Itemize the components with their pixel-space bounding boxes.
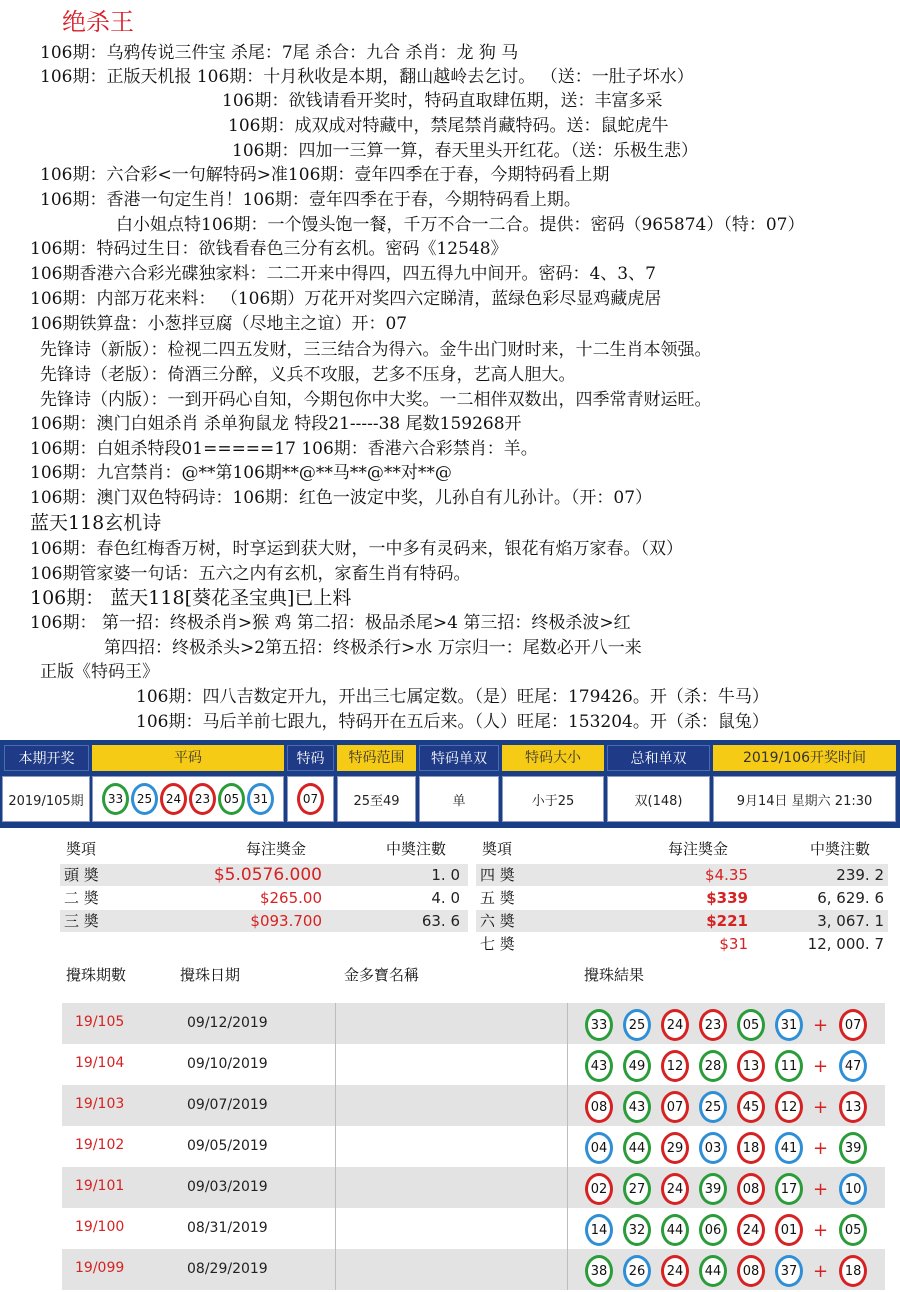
prediction-line: 106期：澳门白姐杀肖 杀单狗鼠龙 特段21-----38 尾数159268开 — [30, 414, 522, 434]
lottery-ball: 08 — [585, 1091, 613, 1123]
lottery-ball: 44 — [699, 1255, 727, 1287]
prize-row — [476, 933, 888, 955]
prize-row — [476, 864, 888, 886]
prediction-line: 106期：特码过生日：欲钱看春色三分有玄机。密码《12548》 — [30, 239, 508, 259]
prediction-line: 106期：白姐杀特段01=====17 106期：香港六合彩禁肖：羊。 — [30, 439, 538, 459]
column-divider — [567, 1003, 568, 1044]
prediction-line: 106期：正版天机报 106期：十月秋收是本期，翻山越岭去乞讨。 （送：一肚子坏水） — [40, 67, 694, 87]
draw-row — [62, 1044, 885, 1085]
header-sum-odd-even: 总和单双 — [607, 745, 710, 771]
prediction-line: 106期铁算盘：小葱拌豆腐（尽地主之谊）开：07 — [30, 314, 408, 334]
draw-date: 08/29/2019 — [187, 1261, 268, 1277]
lottery-ball: 45 — [737, 1091, 765, 1123]
prediction-line: 106期：四八吉数定开九，开出三七属定数。（是）旺尾：179426。开（杀：牛马） — [136, 687, 769, 707]
lottery-ball: 06 — [699, 1214, 727, 1246]
special-ball: 13 — [839, 1091, 867, 1123]
column-divider — [567, 1126, 568, 1167]
next-draw-time: 9月14日 星期六 21:30 — [713, 776, 896, 822]
column-divider — [335, 1044, 336, 1085]
lottery-ball: 08 — [737, 1255, 765, 1287]
draw-date: 09/05/2019 — [187, 1138, 268, 1154]
draw-period: 19/103 — [75, 1096, 125, 1112]
prize-name: 七 奬 — [480, 935, 515, 953]
prediction-line: 先锋诗（老版）：倚酒三分醉，义兵不攻服，艺多不压身，艺高人胆大。 — [40, 365, 576, 385]
prediction-line: 106期：春色红梅香万树，时享运到获大财，一中多有灵码来，银花有焰万家春。（双） — [30, 539, 683, 559]
draw-result-balls — [584, 1050, 867, 1082]
lottery-ball: 01 — [775, 1214, 803, 1246]
special-ball: 39 — [839, 1132, 867, 1164]
prize-header-name: 奬項 — [482, 840, 513, 858]
lottery-ball: 11 — [775, 1050, 803, 1082]
prediction-line: 106期：马后羊前七跟九，特码开在五后来。（人）旺尾：153204。开（杀：鼠兔） — [136, 712, 769, 732]
lottery-ball: 26 — [623, 1255, 651, 1287]
plus-icon: + — [813, 1014, 829, 1036]
draw-result-balls — [584, 1091, 867, 1123]
prize-count: 1. 0 — [431, 866, 460, 884]
prediction-line: 106期：澳门双色特码诗：106期：红色一波定中奖，儿孙自有儿孙计。（开：07） — [30, 488, 653, 508]
draw-info-table — [0, 740, 900, 828]
special-ball: 10 — [839, 1173, 867, 1205]
prize-amount: $31 — [719, 935, 748, 953]
prize-amount: $339 — [706, 889, 748, 907]
sum-odd-even: 双(148) — [607, 776, 710, 822]
lottery-ball: 24 — [661, 1173, 689, 1205]
special-size: 小于25 — [502, 776, 604, 822]
draw-date: 08/31/2019 — [187, 1220, 268, 1236]
lottery-ball: 49 — [623, 1050, 651, 1082]
column-divider — [335, 1208, 336, 1249]
lottery-ball: 37 — [775, 1255, 803, 1287]
section-heading: 正版《特码王》 — [40, 662, 159, 682]
prize-name: 五 奬 — [480, 889, 515, 907]
special-range: 25至49 — [337, 776, 416, 822]
special-ball: 07 — [297, 783, 324, 815]
lottery-ball: 12 — [775, 1091, 803, 1123]
column-divider — [335, 1085, 336, 1126]
draw-date: 09/10/2019 — [187, 1056, 268, 1072]
prize-name: 六 奬 — [480, 912, 515, 930]
lottery-ball: 24 — [737, 1214, 765, 1246]
column-divider — [335, 1249, 336, 1290]
lottery-ball: 31 — [247, 783, 274, 815]
plus-icon: + — [813, 1219, 829, 1241]
prediction-line: 白小姐点特106期：一个馒头饱一餐，千万不合一二合。提供：密码（965874）（特：07） — [116, 215, 805, 235]
draw-result-balls — [584, 1009, 867, 1041]
prize-header-name: 奬項 — [66, 840, 97, 858]
draw-row — [62, 1085, 885, 1126]
lottery-ball: 25 — [623, 1009, 651, 1041]
header-regular-numbers: 平码 — [92, 745, 284, 771]
plus-icon: + — [813, 1096, 829, 1118]
prize-header-amount: 每注奬金 — [246, 840, 307, 858]
prediction-line: 106期：成双成对特藏中，禁尾禁肖藏特码。送：鼠蛇虎牛 — [228, 116, 669, 136]
header-special-number: 特码 — [287, 745, 334, 771]
prize-count: 63. 6 — [421, 912, 460, 930]
plus-icon: + — [813, 1137, 829, 1159]
header-next-draw-time: 2019/106开奖时间 — [713, 745, 896, 771]
prediction-line: 先锋诗（新版）：检视二四五发财，三三结合为得六。金牛出门财时来，十二生肖本领强。 — [40, 340, 712, 360]
plus-icon: + — [813, 1055, 829, 1077]
special-odd-even: 单 — [419, 776, 499, 822]
draw-row — [62, 1167, 885, 1208]
page-title: 绝杀王 — [62, 8, 134, 36]
lottery-ball: 17 — [775, 1173, 803, 1205]
column-divider — [567, 1208, 568, 1249]
prediction-line: 先锋诗（内版）：一到开码心自知，今期包你中大奖。一二相伴双数出，四季常青财运旺。 — [40, 390, 712, 410]
lottery-ball: 24 — [661, 1009, 689, 1041]
lottery-ball: 33 — [102, 783, 129, 815]
lottery-ball: 29 — [661, 1132, 689, 1164]
lottery-ball: 44 — [623, 1132, 651, 1164]
lottery-ball: 43 — [623, 1091, 651, 1123]
prediction-line: 106期：欲钱请看开奖时，特码直取肆伍期，送：丰富多采 — [222, 91, 663, 111]
draw-row — [62, 1003, 885, 1044]
draw-row — [62, 1126, 885, 1167]
plus-icon: + — [813, 1178, 829, 1200]
prize-header-amount: 每注奬金 — [668, 840, 729, 858]
lottery-ball: 24 — [661, 1255, 689, 1287]
prediction-line: 106期：四加一三算一算，春天里头开红花。（送：乐极生悲） — [232, 141, 698, 161]
lottery-ball: 33 — [585, 1009, 613, 1041]
prize-row — [60, 864, 468, 886]
lottery-ball: 27 — [623, 1173, 651, 1205]
prediction-line: 106期： 蓝天118[葵花圣宝典]已上料 — [30, 587, 352, 609]
draw-result-balls — [584, 1214, 867, 1246]
draw-result-balls — [584, 1173, 867, 1205]
special-ball-cell — [287, 776, 334, 822]
prediction-line: 106期：九宫禁肖：@**第106期**@**马**@**对**@ — [30, 463, 452, 483]
header-size: 特码大小 — [502, 745, 604, 771]
prize-count: 6, 629. 6 — [817, 889, 884, 907]
prize-count: 12, 000. 7 — [807, 935, 884, 953]
lottery-ball: 04 — [585, 1132, 613, 1164]
prediction-line: 106期香港六合彩光碟独家料：二二开来中得四，四五得九中间开。密码：4、3、7 — [30, 264, 656, 284]
prize-name: 頭 奬 — [64, 866, 99, 884]
lottery-ball: 39 — [699, 1173, 727, 1205]
draws-header-date: 攪珠日期 — [180, 966, 241, 984]
lottery-ball: 05 — [737, 1009, 765, 1041]
lottery-ball: 25 — [131, 783, 158, 815]
lottery-ball: 05 — [218, 783, 245, 815]
lottery-ball: 12 — [661, 1050, 689, 1082]
lottery-ball: 18 — [737, 1132, 765, 1164]
regular-balls — [92, 776, 284, 822]
draw-date: 09/12/2019 — [187, 1015, 268, 1031]
column-divider — [335, 1003, 336, 1044]
prize-amount: $5.0576.000 — [213, 865, 322, 885]
draws-header-period: 攪珠期數 — [66, 966, 127, 984]
draw-row — [62, 1249, 885, 1290]
lottery-ball: 41 — [775, 1132, 803, 1164]
prize-name: 二 奬 — [64, 889, 99, 907]
prize-amount: $221 — [706, 912, 748, 930]
prediction-line: 106期：香港一句定生肖！106期：壹年四季在于春，今期特码看上期。 — [40, 190, 581, 210]
lottery-ball: 23 — [189, 783, 216, 815]
special-ball: 18 — [839, 1255, 867, 1287]
prize-amount: $265.00 — [259, 889, 322, 907]
section-heading: 蓝天118玄机诗 — [30, 512, 162, 534]
lottery-ball: 08 — [737, 1173, 765, 1205]
prize-count: 239. 2 — [836, 866, 884, 884]
prediction-line: 106期：内部万花来料： （106期）万花开对奖四六定睇清，蓝绿色彩尽显鸡藏虎居 — [30, 289, 662, 309]
column-divider — [567, 1044, 568, 1085]
draw-result-balls — [584, 1132, 867, 1164]
draw-result-balls — [584, 1255, 867, 1287]
lottery-ball: 07 — [661, 1091, 689, 1123]
draw-row — [62, 1208, 885, 1249]
column-divider — [567, 1249, 568, 1290]
header-odd-even: 特码单双 — [419, 745, 499, 771]
draw-period: 19/100 — [75, 1219, 125, 1235]
prediction-line: 第四招：终极杀头>2第五招：终极杀行>水 万宗归一：尾数必开八一来 — [104, 638, 642, 658]
lottery-ball: 31 — [775, 1009, 803, 1041]
lottery-ball: 14 — [585, 1214, 613, 1246]
draw-period: 19/099 — [75, 1260, 125, 1276]
draw-period: 19/101 — [75, 1178, 125, 1194]
prize-row — [476, 887, 888, 909]
special-ball: 47 — [839, 1050, 867, 1082]
lottery-ball: 23 — [699, 1009, 727, 1041]
draw-period: 19/104 — [75, 1055, 125, 1071]
column-divider — [567, 1167, 568, 1208]
prize-amount: $4.35 — [705, 866, 748, 884]
draw-period: 19/105 — [75, 1014, 125, 1030]
prize-name: 四 奬 — [480, 866, 515, 884]
prediction-line: 106期管家婆一句话：五六之内有玄机，家畜生肖有特码。 — [30, 564, 471, 584]
column-divider — [335, 1126, 336, 1167]
prize-row — [476, 910, 888, 932]
header-special-range: 特码范围 — [337, 745, 416, 771]
prize-header-count: 中奬注數 — [810, 840, 871, 858]
prize-amount: $093.700 — [250, 912, 322, 930]
special-ball: 05 — [839, 1214, 867, 1246]
column-divider — [335, 1167, 336, 1208]
header-current-draw: 本期开奖 — [4, 745, 89, 771]
draws-header-name: 金多寶名稱 — [344, 966, 420, 984]
lottery-ball: 32 — [623, 1214, 651, 1246]
lottery-ball: 44 — [661, 1214, 689, 1246]
lottery-ball: 03 — [699, 1132, 727, 1164]
prediction-line: 106期：六合彩<一句解特码>准106期：壹年四季在于春，今期特码看上期 — [40, 165, 610, 185]
column-divider — [567, 1085, 568, 1126]
prize-count: 3, 067. 1 — [817, 912, 884, 930]
prediction-line: 106期： 第一招：终极杀肖>猴 鸡 第二招：极品杀尾>4 第三招：终极杀波>红 — [30, 613, 631, 633]
prize-row — [60, 910, 468, 932]
prize-row — [60, 887, 468, 909]
lottery-ball: 43 — [585, 1050, 613, 1082]
prize-name: 三 奬 — [64, 912, 99, 930]
lottery-ball: 25 — [699, 1091, 727, 1123]
lottery-ball: 02 — [585, 1173, 613, 1205]
prize-header-count: 中奬注數 — [386, 840, 447, 858]
lottery-ball: 28 — [699, 1050, 727, 1082]
lottery-ball: 13 — [737, 1050, 765, 1082]
draw-date: 09/07/2019 — [187, 1097, 268, 1113]
lottery-ball: 38 — [585, 1255, 613, 1287]
prize-count: 4. 0 — [431, 889, 460, 907]
draw-period: 19/102 — [75, 1137, 125, 1153]
draw-date: 09/03/2019 — [187, 1179, 268, 1195]
plus-icon: + — [813, 1260, 829, 1282]
special-ball: 07 — [839, 1009, 867, 1041]
lottery-ball: 24 — [160, 783, 187, 815]
draw-period: 2019/105期 — [2, 776, 90, 822]
draws-header-result: 攪珠結果 — [584, 966, 645, 984]
prediction-line: 106期：乌鸦传说三件宝 杀尾：7尾 杀合：九合 杀肖：龙 狗 马 — [40, 43, 519, 63]
